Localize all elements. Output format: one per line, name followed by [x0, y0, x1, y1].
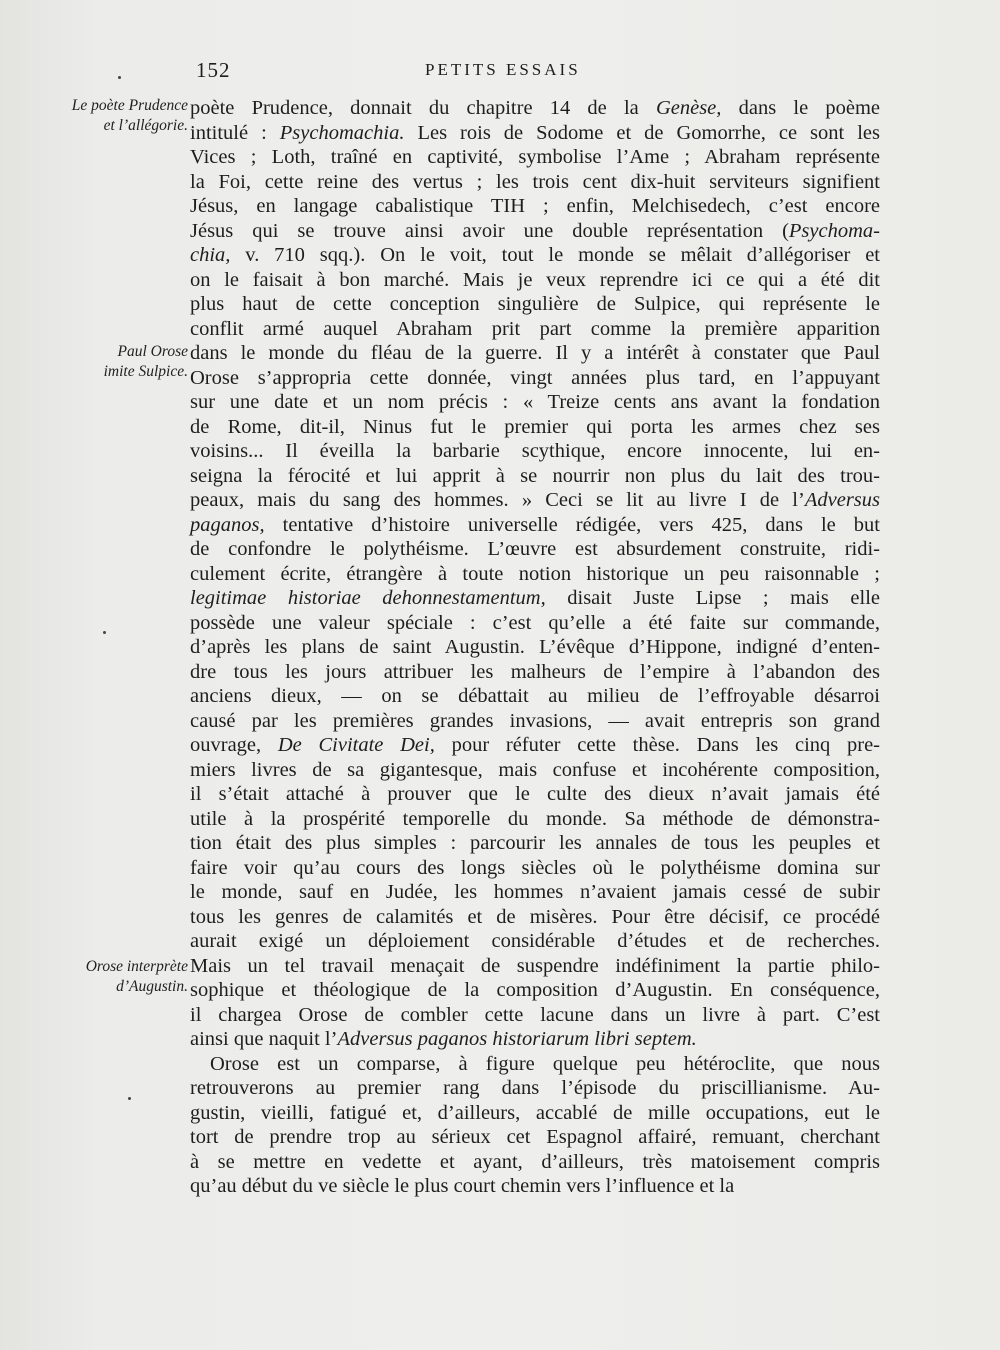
text-line [190, 1101, 880, 1126]
text-run: dre tous les jours attribuer les malheurs de l’empire à l’abandon des [190, 660, 880, 683]
text-run: Mais un tel travail menaçait de suspendre indéfiniment la partie philo- [190, 954, 880, 977]
text-line [190, 1027, 880, 1052]
text-run: on le faisait à bon marché. Mais je veux reprendre ici ce qui a été dit [190, 268, 880, 291]
text-line [190, 856, 880, 881]
text-line [190, 96, 880, 121]
text-run: il s’était attaché à prouver que le culte des dieux n’avait jamais été [190, 783, 880, 805]
side-note-line: imite Sulpice. [103, 363, 188, 380]
text-run: miers livres de sa gigantesque, mais confuse et incohérente composition, [190, 758, 880, 781]
text-run: plus haut de cette conception singulière de Sulpice, qui représente le [190, 293, 880, 315]
text-run: de confondre le polythéisme. L’œuvre est absurdement construite, ridi- [190, 538, 880, 560]
italic-run: Psychoma- [788, 219, 880, 242]
text-line [190, 660, 880, 685]
text-run: peaux, mais du sang des hommes. » Ceci se lit au livre I de l’ [190, 489, 805, 511]
text-line [190, 145, 880, 170]
text-run: Orose est un comparse, à figure quelque peu hétéroclite, que nous [210, 1052, 880, 1075]
side-note-line: d’Augustin. [116, 978, 188, 995]
text-line [190, 905, 880, 930]
text-line [190, 954, 880, 979]
side-note-prudence [56, 96, 188, 136]
text-line [190, 684, 880, 709]
text-run: de Rome, dit-il, Ninus fut le premier qui porta les armes chez ses [190, 415, 880, 438]
body-text [190, 96, 880, 1199]
text-run: Orose s’appropria cette donnée, vingt années plus tard, en l’appuyant [190, 366, 880, 389]
text-run: la Foi, cette reine des vertus ; les trois cent dix-huit serviteurs signifient [190, 170, 880, 193]
side-note-orose-augustin [56, 957, 188, 997]
side-note-line: et l’allégorie. [103, 117, 188, 134]
italic-run: Psychomachia. [279, 121, 405, 144]
text-line [190, 1076, 880, 1101]
side-note-orose-sulpice [56, 342, 188, 382]
page-number: 152 [196, 58, 231, 82]
italic-run: Adversus [804, 489, 880, 511]
text-line [190, 611, 880, 636]
text-run: Jésus, en langage cabalistique TIH ; enfin, Melchisedech, c’est encore [190, 195, 880, 217]
text-run: ouvrage, [190, 734, 278, 756]
text-run: tion était des plus simples : parcourir les annales de tous les peuples et [190, 832, 880, 854]
text-line [190, 317, 880, 342]
text-run: dans le poème [721, 97, 880, 119]
text-run: causé par les premières grandes invasions, — avait entrepris son grand [190, 709, 880, 732]
text-run: Les rois de Sodome et de Gomorrhe, ce sont les [404, 121, 880, 144]
italic-run: Adversus paganos historiarum libri septem. [337, 1028, 697, 1050]
text-run: poète Prudence, donnait du chapitre 14 de la [190, 97, 656, 119]
text-line [190, 758, 880, 783]
text-line [190, 1052, 880, 1077]
text-line [190, 464, 880, 489]
text-line [190, 1150, 880, 1175]
text-line [190, 807, 880, 832]
text-run: Jésus qui se trouve ainsi avoir une double représentation ( [190, 219, 789, 242]
text-line [190, 709, 880, 734]
text-run: disait Juste Lipse ; mais elle [545, 587, 881, 609]
text-line [190, 194, 880, 219]
text-run: faire voir qu’au cours des longs siècles où le polythéisme domina sur [190, 856, 880, 879]
text-run: seigna la férocité et lui apprit à se nourrir non plus du lait des trou- [190, 464, 880, 487]
text-line [190, 586, 880, 611]
text-line [190, 513, 880, 538]
text-run: dans le monde du fléau de la guerre. Il y a intérêt à constater que Paul [190, 342, 880, 364]
text-line [190, 782, 880, 807]
text-run: conflit armé auquel Abraham prit part comme la première apparition [190, 317, 880, 340]
text-run: v. 710 sqq.). On le voit, tout le monde se mêlait d’allégoriser et [230, 244, 880, 266]
text-run: qu’au début du ve siècle le plus court chemin vers l’influence et la [190, 1175, 735, 1197]
text-line [190, 831, 880, 856]
text-run: culement écrite, étrangère à toute notion historique un peu raisonnable ; [190, 562, 880, 585]
text-run: tort de prendre trop au sérieux cet Espagnol affairé, remuant, cherchant [190, 1126, 880, 1148]
text-line [190, 733, 880, 758]
side-note-line: Orose interprète [85, 958, 188, 975]
text-run: ainsi que naquit l’ [190, 1028, 338, 1050]
italic-run: paganos, [190, 513, 265, 536]
text-line [190, 1174, 880, 1199]
text-line [190, 243, 880, 268]
text-run: d’après les plans de saint Augustin. L’évêque d’Hippone, indigné d’enten- [190, 636, 880, 658]
text-run: gustin, vieilli, fatigué et, d’ailleurs, accablé de mille occupations, eut le [190, 1101, 880, 1124]
running-title: PETITS ESSAIS [425, 60, 581, 79]
text-run: tous les genres de calamités et de misères. Pour être décisif, ce procédé [190, 905, 880, 928]
text-line [190, 929, 880, 954]
text-line [190, 366, 880, 391]
text-run: sur une date et un nom précis : « Treize cents ans avant la fondation [190, 391, 880, 413]
text-line [190, 562, 880, 587]
text-line [190, 537, 880, 562]
ink-speck [103, 631, 106, 634]
text-run: sophique et théologique de la composition d’Augustin. En conséquence, [190, 979, 880, 1001]
text-run: retrouverons au premier rang dans l’épisode du priscillianisme. Au- [190, 1077, 880, 1099]
text-line [190, 635, 880, 660]
text-run: voisins... Il éveilla la barbarie scythique, encore innocente, lui en- [190, 440, 880, 462]
side-note-line: Paul Orose [117, 343, 188, 360]
italic-run: legitimae historiae dehonnestamentum, [190, 587, 546, 609]
text-run: le monde, sauf en Judée, les hommes n’avaient jamais cessé de subir [190, 881, 880, 903]
italic-run: Genèse, [655, 97, 722, 119]
text-run: Vices ; Loth, traîné en captivité, symbolise l’Ame ; Abraham représente [190, 146, 880, 168]
text-line [190, 390, 880, 415]
text-line [190, 978, 880, 1003]
italic-run: De Civitate Dei, [277, 734, 435, 756]
text-run: tentative d’histoire universelle rédigée, vers 425, dans le but [264, 513, 880, 536]
text-run: possède une valeur spéciale : c’est qu’elle a été faite sur commande, [190, 611, 880, 634]
text-line [190, 219, 880, 244]
text-line [190, 880, 880, 905]
text-run: utile à la prospérité temporelle du monde. Sa méthode de démonstra- [190, 807, 880, 830]
text-line [190, 341, 880, 366]
side-note-line: Le poète Prudence [71, 97, 188, 114]
text-run: à se mettre en vedette et ayant, d’ailleurs, très matoisement compris [190, 1150, 880, 1173]
text-run: aurait exigé un déploiement considérable d’études et de recherches. [190, 930, 880, 952]
italic-run: chia, [190, 244, 231, 266]
text-line [190, 1125, 880, 1150]
ink-speck [128, 1097, 131, 1100]
page-header [190, 58, 880, 86]
text-line [190, 170, 880, 195]
text-line [190, 268, 880, 293]
text-line [190, 415, 880, 440]
text-line [190, 292, 880, 317]
text-run: pour réfuter cette thèse. Dans les cinq pre- [434, 734, 880, 756]
text-line [190, 439, 880, 464]
text-run: intitulé : [190, 121, 280, 144]
ink-speck [118, 76, 121, 79]
text-run: il chargea Orose de combler cette lacune dans un livre à part. C’est [190, 1003, 880, 1026]
text-run: anciens dieux, — on se débattait au milieu de l’effroyable désarroi [190, 685, 880, 707]
text-line [190, 1003, 880, 1028]
text-line [190, 488, 880, 513]
text-line [190, 121, 880, 146]
